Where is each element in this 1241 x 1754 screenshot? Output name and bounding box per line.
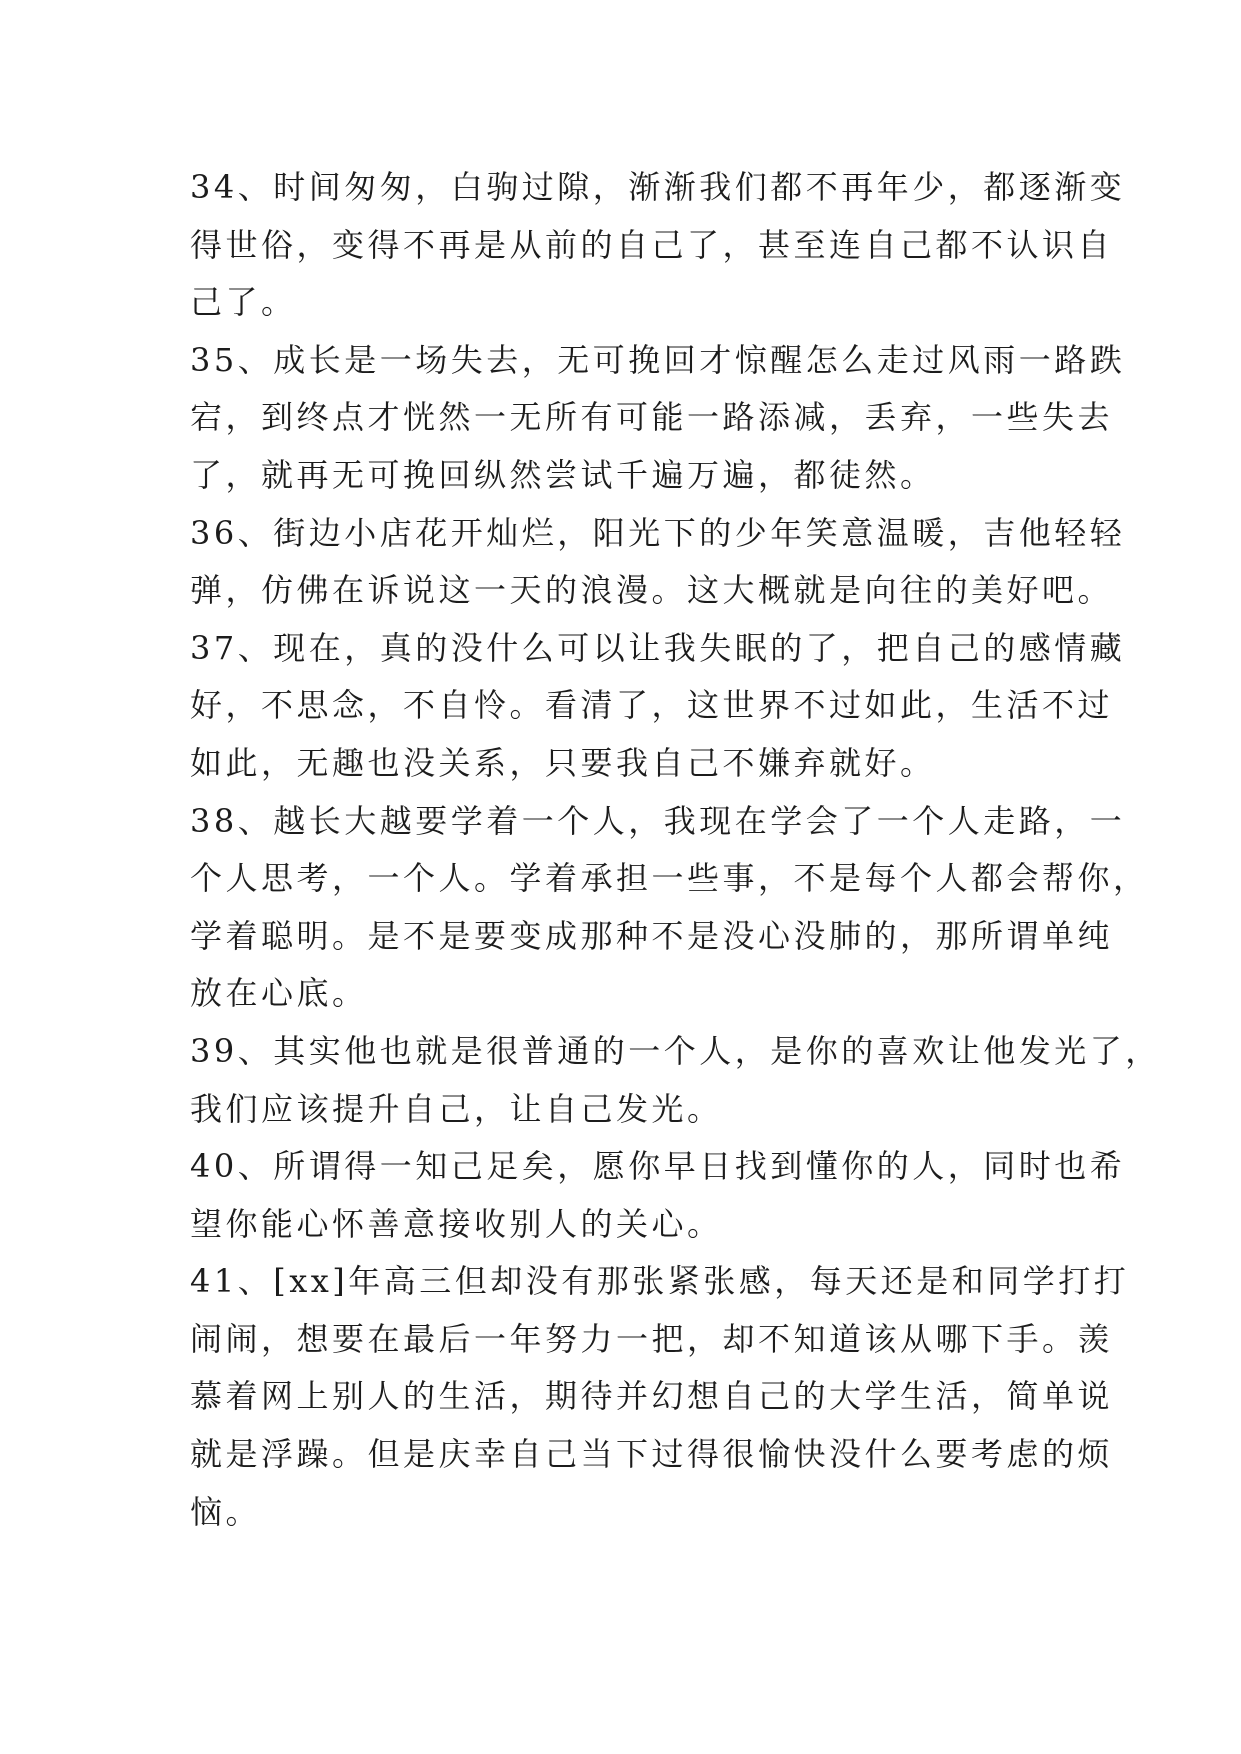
text-line: 个人思考，一个人。学着承担一些事，不是每个人都会帮你， (190, 859, 1149, 898)
text-line: 36、街边小店花开灿烂，阳光下的少年笑意温暖，吉他轻轻 (190, 513, 1126, 552)
text-line: 34、时间匆匆，白驹过隙，渐渐我们都不再年少，都逐渐变 (190, 168, 1126, 206)
text-line: 40、所谓得一知己足矣，愿你早日找到懂你的人，同时也希 (190, 1147, 1126, 1186)
entry-38 (190, 799, 1149, 1029)
text-line: 38、越长大越要学着一个人，我现在学会了一个人走路，一 (190, 801, 1126, 840)
text-line: 就是浮躁。但是庆幸自己当下过得很愉快没什么要考虑的烦 (190, 1435, 1114, 1474)
text-line: 了，就再无可挽回纵然尝试千遍万遍，都徒然。 (190, 455, 936, 494)
entry-40 (190, 1144, 1126, 1259)
text-line: 慕着网上别人的生活，期待并幻想自己的大学生活，简单说 (190, 1377, 1114, 1416)
text-line: 宕，到终点才恍然一无所有可能一路添减，丢弃，一些失去 (190, 398, 1114, 437)
text-line: 学着聪明。是不是要变成那种不是没心没肺的，那所谓单纯 (190, 916, 1114, 955)
entry-37 (190, 626, 1126, 799)
text-line: 得世俗，变得不再是从前的自己了，甚至连自己都不认识自 (190, 225, 1114, 264)
text-line: 我们应该提升自己，让自己发光。 (190, 1089, 723, 1128)
text-line: 闹闹，想要在最后一年努力一把，却不知道该从哪下手。羡 (190, 1319, 1114, 1358)
entry-list (190, 165, 1161, 1547)
entry-34 (190, 165, 1126, 338)
text-line: 弹，仿佛在诉说这一天的浪漫。这大概就是向往的美好吧。 (190, 571, 1114, 610)
text-line: 恼。 (190, 1492, 262, 1531)
entry-41 (190, 1259, 1130, 1547)
text-line: 35、成长是一场失去，无可挽回才惊醒怎么走过风雨一路跌 (190, 340, 1126, 379)
entry-39 (190, 1029, 1161, 1144)
text-line: 己了。 (190, 283, 297, 322)
entry-36 (190, 511, 1126, 626)
text-line: 好，不思念，不自怜。看清了，这世界不过如此，生活不过 (190, 686, 1114, 725)
text-line: 如此，无趣也没关系，只要我自己不嫌弃就好。 (190, 743, 936, 782)
entry-35 (190, 338, 1126, 511)
document-page (190, 165, 1161, 1547)
text-line: 41、[xx]年高三但却没有那张紧张感，每天还是和同学打打 (190, 1262, 1130, 1301)
text-line: 39、其实他也就是很普通的一个人，是你的喜欢让他发光了， (190, 1031, 1161, 1070)
text-line: 望你能心怀善意接收别人的关心。 (190, 1204, 723, 1243)
text-line: 放在心底。 (190, 974, 368, 1013)
text-line: 37、现在，真的没什么可以让我失眠的了，把自己的感情藏 (190, 628, 1126, 667)
